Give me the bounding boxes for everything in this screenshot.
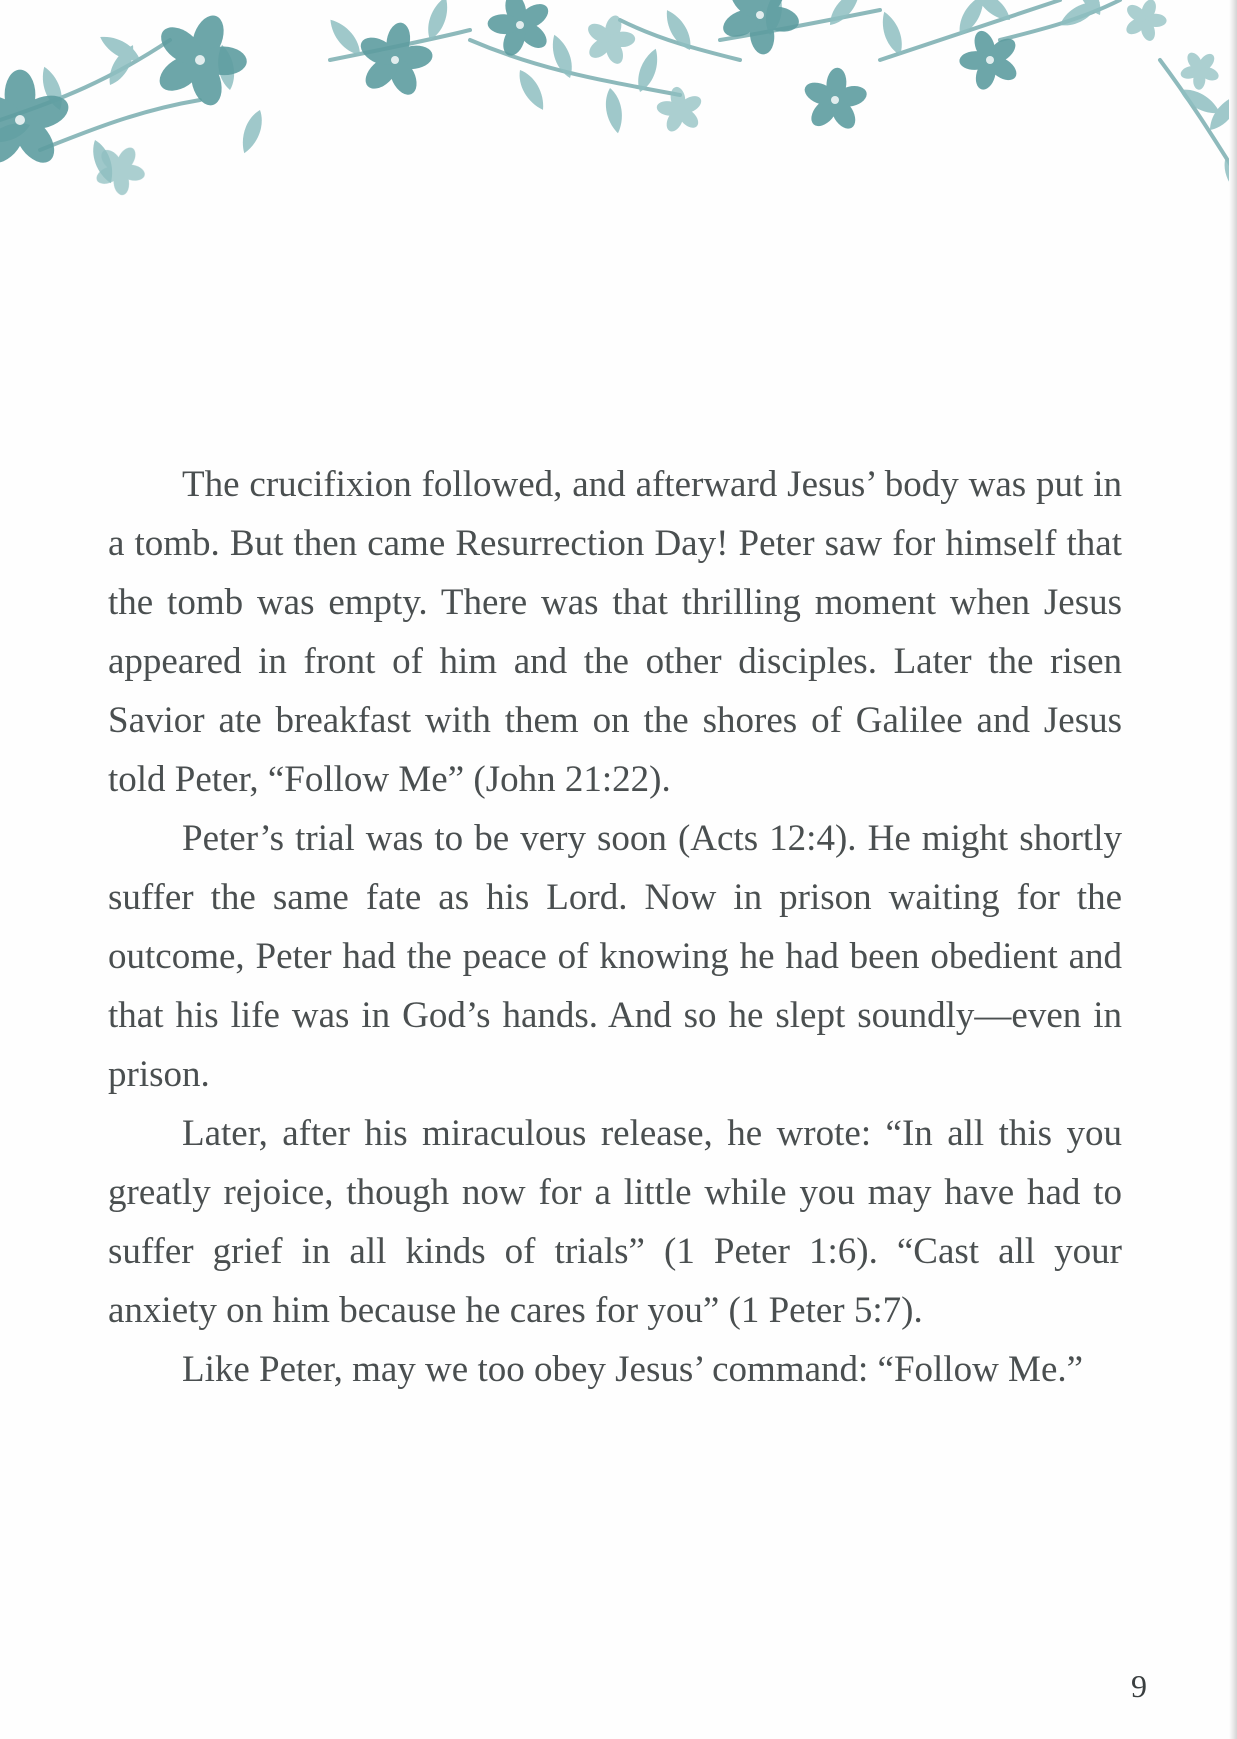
paragraph: The crucifixion followed, and afterward Jesus’ body was put in a tomb. But then came Resurrection Day! Peter saw for himself that the tomb was empty. There was that thrilling moment when Jesus appeared in front of him and the other disciples. Later the risen Savior ate breakfast with them on the shores of Galilee and Jesus told Peter, “Follow Me” (John 21:22). bbox=[108, 464, 1122, 800]
page-edge-shadow bbox=[1229, 0, 1237, 1739]
paragraph: Like Peter, may we too obey Jesus’ command: “Follow Me.” bbox=[182, 1349, 1084, 1390]
page-number: 9 bbox=[1131, 1668, 1147, 1704]
body-text bbox=[108, 455, 1122, 1399]
paragraph: Later, after his miraculous release, he wrote: “In all this you greatly rejoice, though now for a little while you may have had to suffer grief in all kinds of trials” (1 Peter 1:6). “Cast all your anxiety on him because he cares for you” (1 Peter 5:7). bbox=[108, 1113, 1122, 1331]
paragraph: Peter’s trial was to be very soon (Acts 12:4). He might shortly suffer the same fate as his Lord. Now in prison waiting for the outcome, Peter had the peace of knowing he had been obedient and that his life was in God’s hands. And so he slept soundly—even in prison. bbox=[108, 818, 1122, 1095]
floral-border-illustration bbox=[0, 0, 1237, 210]
